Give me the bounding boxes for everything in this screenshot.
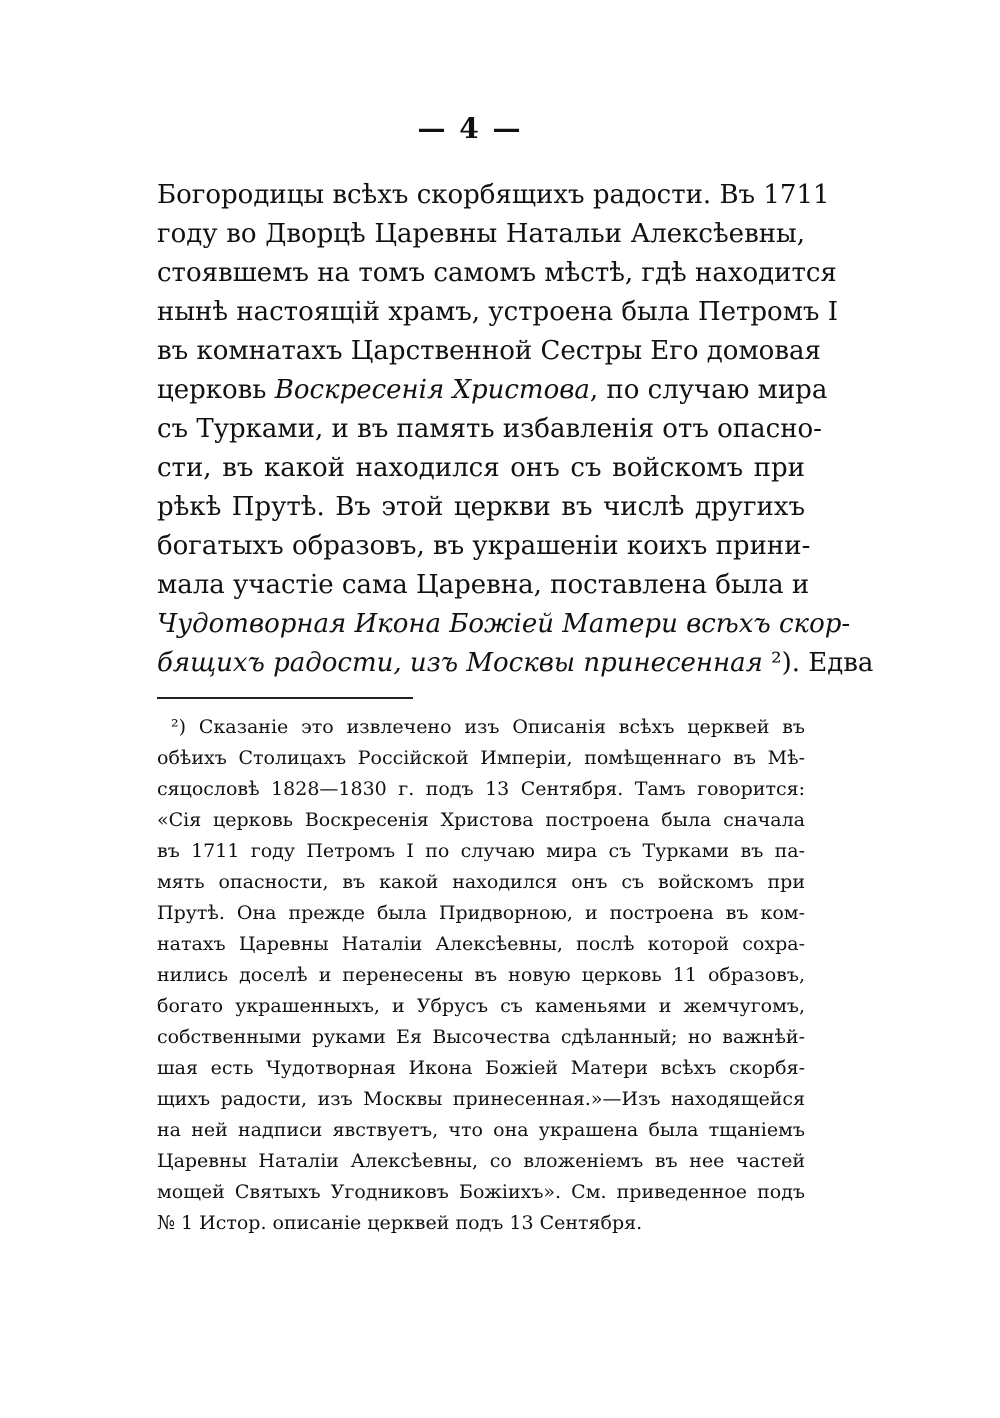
footnote-block [157,712,805,1239]
footnote-line: щихъ радости, изъ Москвы принесенная.»—Изъ находящейся [157,1088,805,1110]
footnote-line: богато украшенныхъ, и Убрусъ съ каменьями и жемчугомъ, [157,995,805,1017]
main-text-line: рѣкѣ Прутѣ. Въ этой церкви въ числѣ другихъ [157,492,805,522]
footnote-line: мощей Святыхъ Угодниковъ Божіихъ». См. приведенное подъ [157,1181,805,1203]
main-text-line: стоявшемъ на томъ самомъ мѣстѣ, гдѣ находится [157,258,837,288]
footnote-line: собственными руками Ея Высочества сдѣланный; но важнѣй- [157,1026,805,1048]
footnote-line: мять опасности, въ какой находился онъ съ войскомъ при [157,871,805,893]
footnote-line: натахъ Царевны Наталіи Алексѣевны, послѣ которой сохра- [157,933,805,955]
footnote-line: «Сія церковь Воскресенія Христова построена была сначала [157,809,805,831]
main-text-line: церковь Воскресенія Христова, по случаю мира [157,375,828,405]
footnote-line: Прутѣ. Она прежде была Придворною, и построена въ ком- [157,902,805,924]
footnote-line: на ней надписи явствуетъ, что она украшена была тщаніемъ [157,1119,805,1141]
main-text-line [157,605,851,644]
footnote-line: нились доселѣ и перенесены въ новую церковь 11 образовъ, [157,964,805,986]
footnote-line: Царевны Наталіи Алексѣевны, со вложеніемъ въ нее частей [157,1150,805,1172]
main-text-line: нынѣ настоящій храмъ, устроена была Петромъ I [157,297,839,327]
main-text-line: мала участіе сама Царевна, поставлена была и [157,570,810,600]
main-text-line: въ комнатахъ Царственной Сестры Его домовая [157,336,821,366]
italic-phrase: Воскресенія Христова [274,375,590,405]
main-text-line: году во Дворцѣ Царевны Натальи Алексѣевны, [157,219,805,249]
main-text-line: съ Турками, и въ память избавленія отъ опасно- [157,414,822,444]
italic-phrase: Чудотворная Икона Божіей Матери всѣхъ скор- [157,609,851,639]
main-text-line: сти, въ какой находился онъ съ войскомъ при [157,453,805,483]
italic-phrase: бящихъ радости, изъ Москвы принесенная [157,648,763,678]
footnote-divider [157,697,413,699]
page-number: — 4 — [417,112,523,145]
main-text-line: богатыхъ образовъ, въ украшеніи коихъ прини- [157,531,811,561]
footnote-line: сяцословѣ 1828—1830 г. подъ 13 Сентября. Тамъ говорится: [157,778,805,800]
footnote-line: ²) Сказаніе это извлечено изъ Описанія всѣхъ церквей въ [171,716,805,738]
main-text-line: бящихъ радости, изъ Москвы принесенная ²). Едва [157,648,874,678]
main-text-line: Богородицы всѣхъ скорбящихъ радости. Въ 1711 [157,180,830,210]
main-text-block [157,176,874,683]
footnote-line: № 1 Истор. описаніе церквей подъ 13 Сентября. [157,1212,643,1234]
footnote-line: шая есть Чудотворная Икона Божіей Матери всѣхъ скорбя- [157,1057,805,1079]
footnote-line: обѣихъ Столицахъ Россійской Имперіи, помѣщеннаго въ Мѣ- [157,747,805,769]
footnote-line: въ 1711 году Петромъ I по случаю мира съ Турками въ па- [157,840,805,862]
